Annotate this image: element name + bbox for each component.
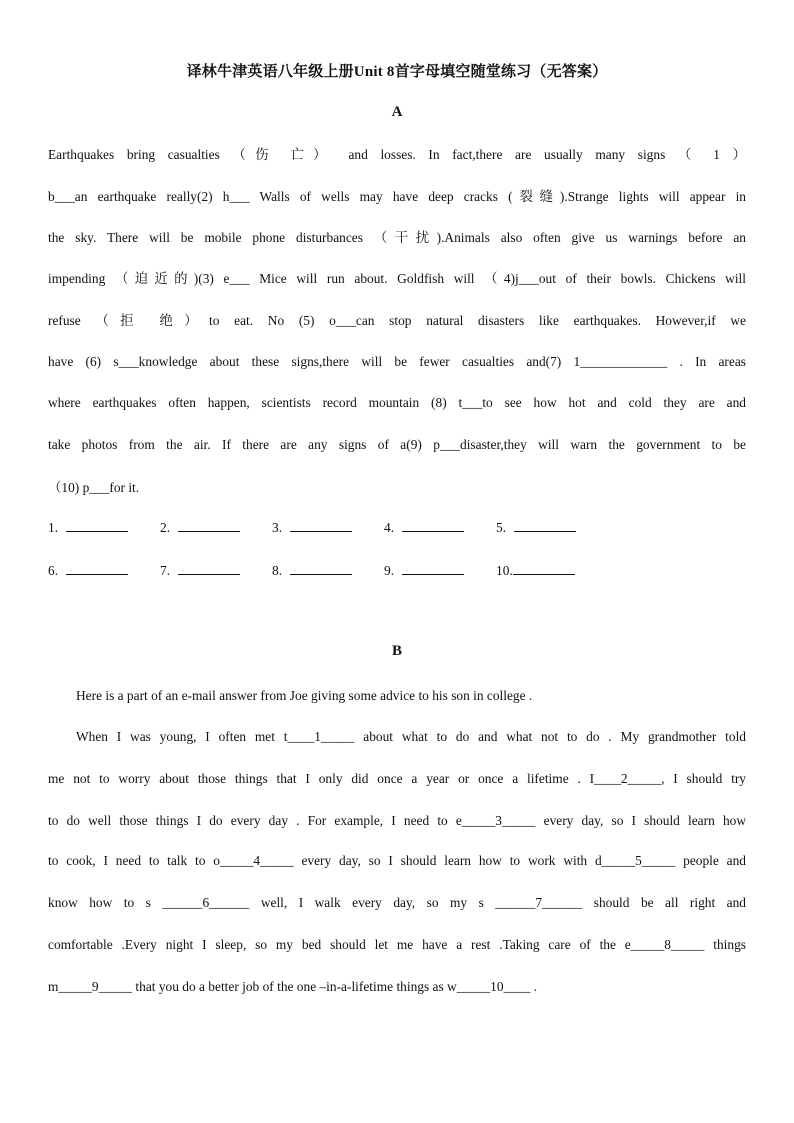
answer-blank[interactable]: 4. (384, 518, 496, 537)
answer-blank[interactable]: 5. (496, 518, 608, 537)
section-b-line: to do well those things I do every day . For example, I need to e_____3_____ every day, so I should learn how (48, 813, 746, 828)
section-a-label: A (391, 104, 403, 120)
section-b-line: to cook, I need to talk to o_____4_____ every day, so I should learn how to work with d_____5_____ people and (48, 853, 746, 868)
section-b-line: When I was young, I often met t____1_____ about what to do and what not to do . My grandmother told (76, 729, 746, 744)
section-b-line: know how to s ______6______ well, I walk every day, so my s ______7______ should be all right and (48, 895, 746, 910)
answer-blank[interactable]: 2. (160, 518, 272, 537)
answer-blanks-row-2 (48, 561, 608, 580)
section-a-line: b___an earthquake really(2) h___ Walls of wells may have deep cracks (裂缝).Strange lights will appear in (48, 189, 746, 204)
section-a-line: Earthquakes bring casualties （伤 亡） and losses. In fact,there are usually many signs （ 1 ） (48, 147, 746, 162)
section-a-line: have (6) s___knowledge about these signs,there will be fewer casualties and(7) 1_____________ . In areas (48, 354, 746, 369)
section-a-line: impending （迫近的)(3) e___ Mice will run about. Goldfish will （4)j___out of their bowls. Chickens will (48, 271, 746, 286)
section-b-line: m_____9_____ that you do a better job of the one –in-a-lifetime things as w_____10____ . (48, 979, 538, 994)
answer-blank[interactable]: 3. (272, 518, 384, 537)
section-a-line: where earthquakes often happen, scientists record mountain (8) t___to see how hot and cold they are and (48, 395, 746, 410)
answer-blank[interactable]: 10. (496, 561, 608, 580)
answer-blank[interactable]: 1. (48, 518, 160, 537)
section-a-line: the sky. There will be mobile phone disturbances （干扰).Animals also often give us warnings before an (48, 230, 746, 245)
section-a-line: refuse （拒 绝）to eat. No (5) o___can stop natural disasters like earthquakes. However,if we (48, 313, 746, 328)
answer-blank[interactable]: 7. (160, 561, 272, 580)
section-b-line: Here is a part of an e-mail answer from Joe giving some advice to his son in college . (76, 688, 533, 703)
answer-blank[interactable]: 6. (48, 561, 160, 580)
answer-blank[interactable]: 8. (272, 561, 384, 580)
section-b-line: me not to worry about those things that I only did once a year or once a lifetime . I____2_____, I should try (48, 771, 746, 786)
section-a-line: take photos from the air. If there are any signs of a(9) p___disaster,they will warn the government to be (48, 437, 746, 452)
answer-blanks-row-1 (48, 518, 608, 537)
section-b-line: comfortable .Every night I sleep, so my bed should let me have a rest .Taking care of the e_____8_____ things (48, 937, 746, 952)
page-title: 译林牛津英语八年级上册Unit 8首字母填空随堂练习（无答案） (186, 64, 608, 80)
section-a-line: （10) p___for it. (48, 480, 140, 495)
section-b-label: B (391, 643, 402, 659)
answer-blank[interactable]: 9. (384, 561, 496, 580)
